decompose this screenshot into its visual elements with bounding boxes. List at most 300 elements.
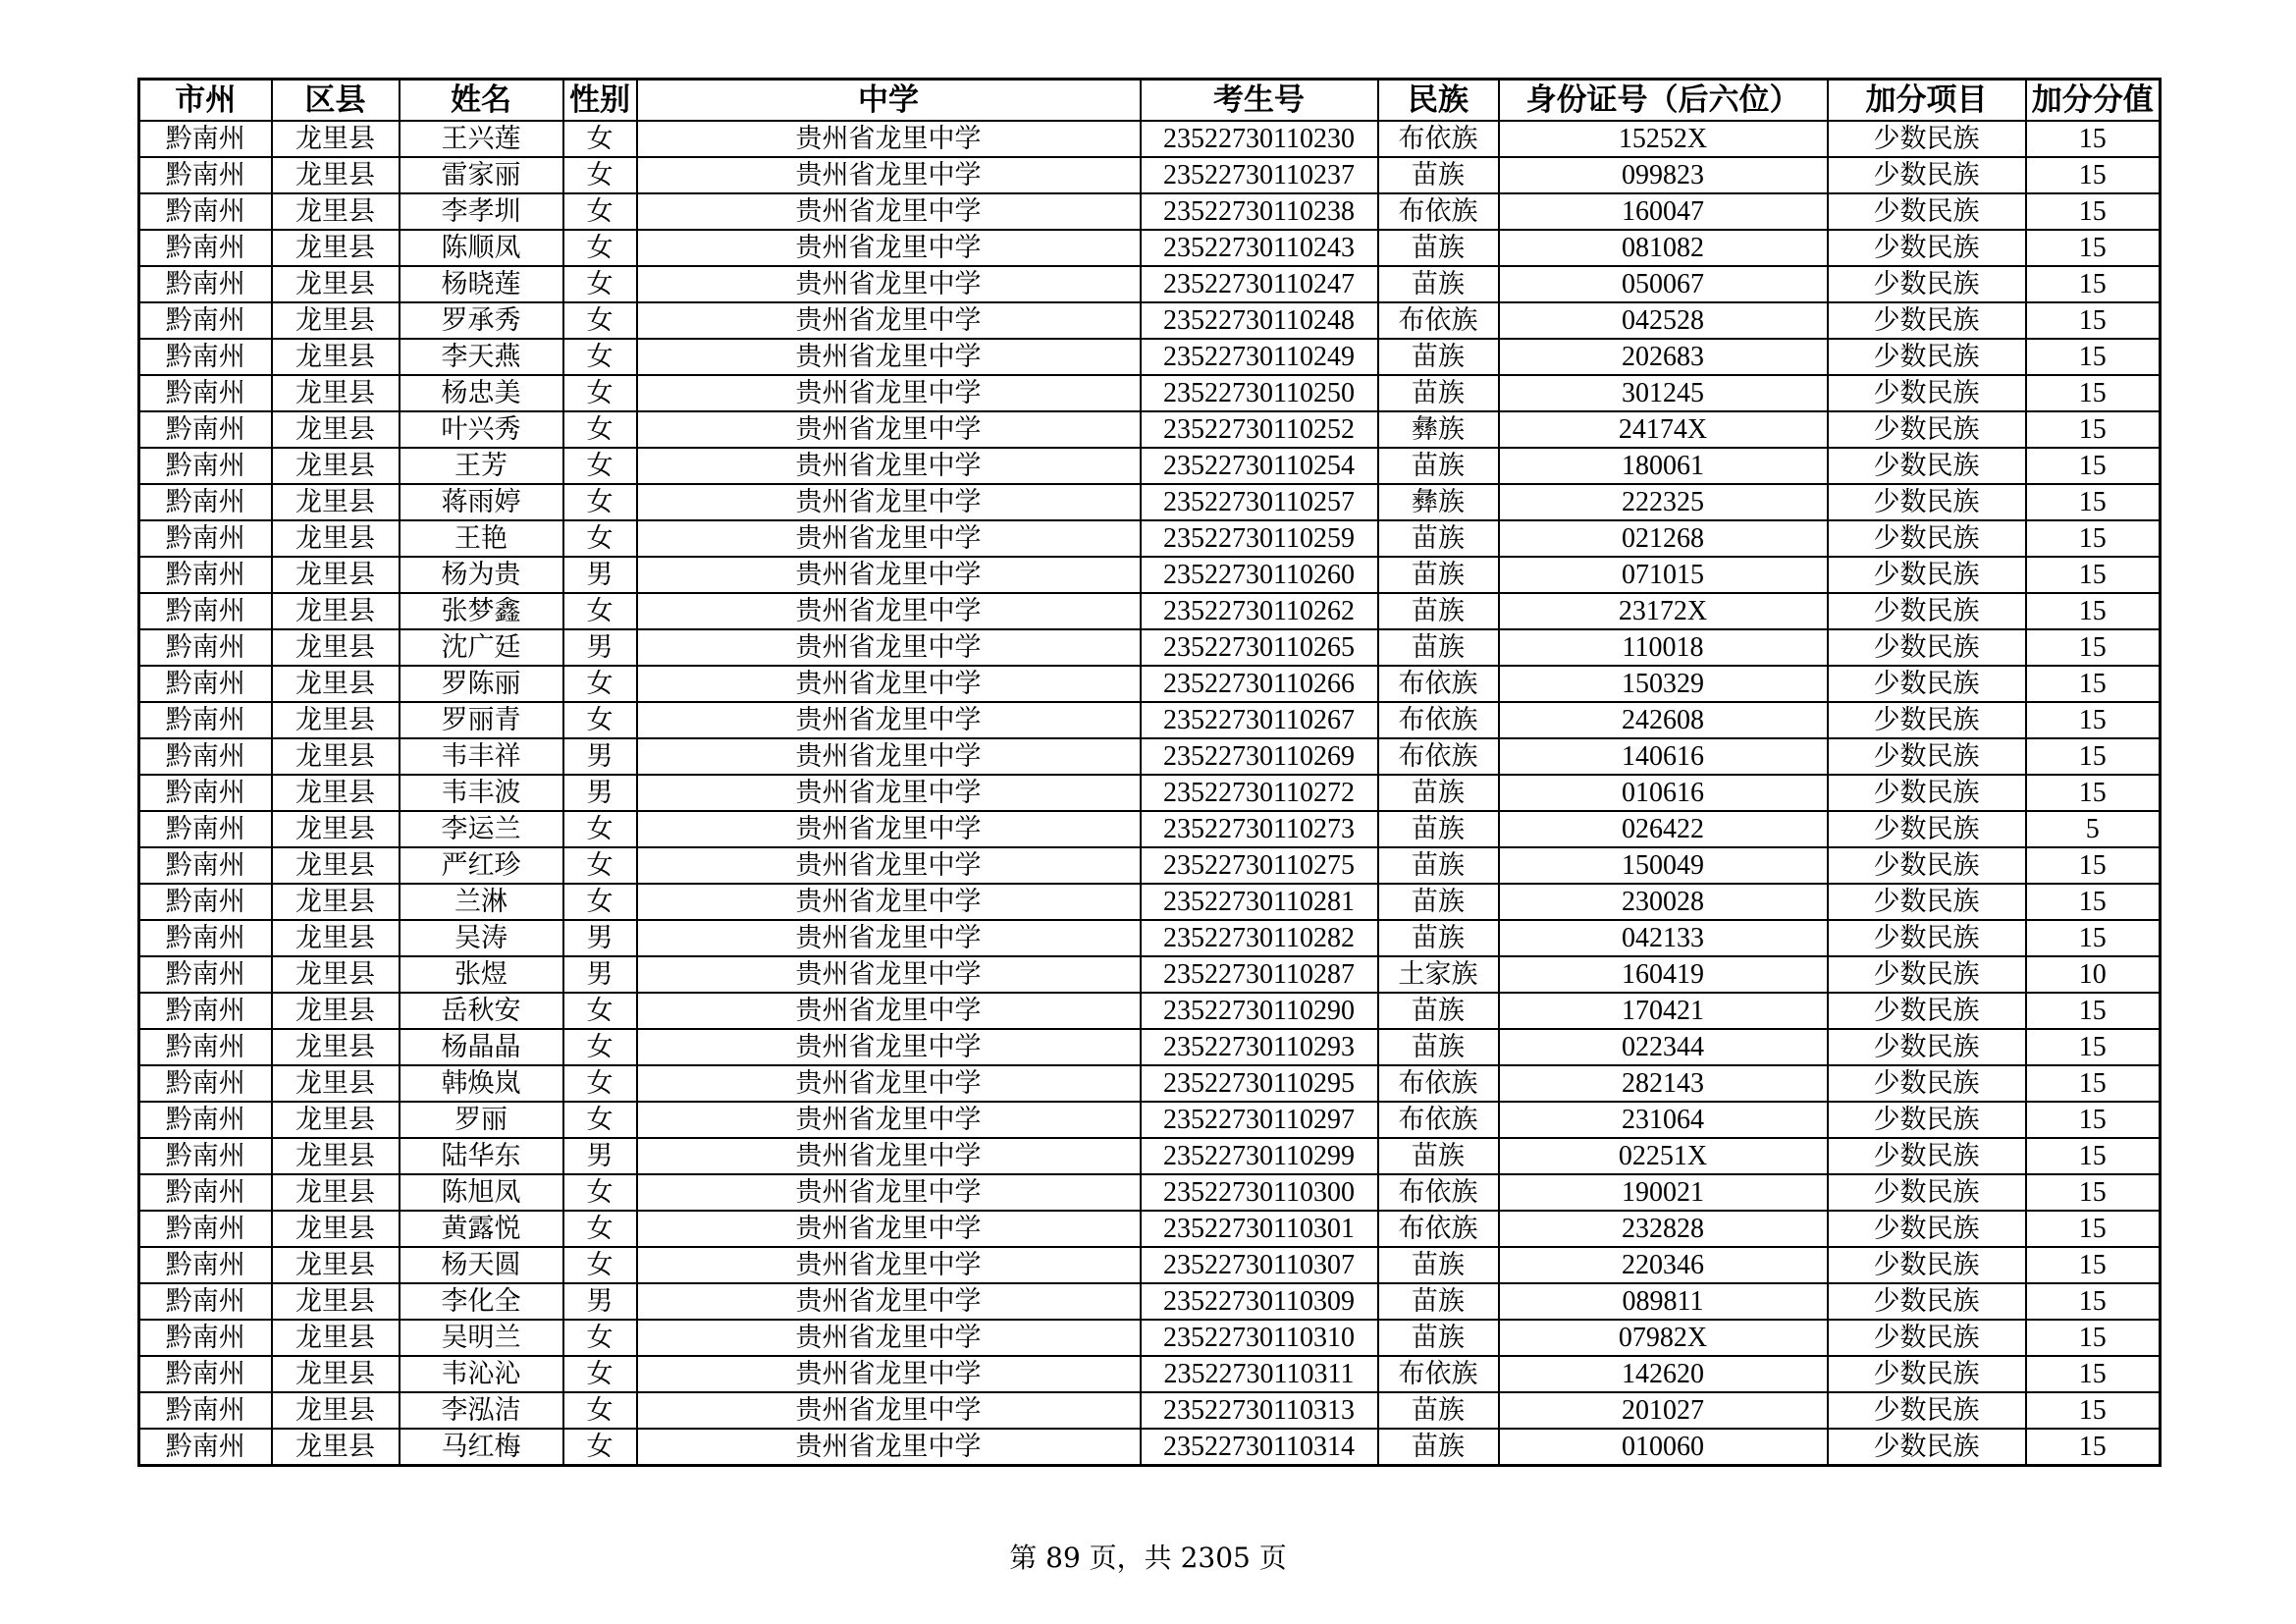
ethnicity-cell: 布依族 — [1378, 1211, 1499, 1247]
exam-number-cell: 23522730110248 — [1141, 302, 1378, 339]
exam-number-cell: 23522730110260 — [1141, 557, 1378, 593]
exam-number-cell: 23522730110259 — [1141, 520, 1378, 557]
county-cell: 龙里县 — [272, 157, 400, 193]
exam-number-cell: 23522730110301 — [1141, 1211, 1378, 1247]
city-cell: 黔南州 — [139, 157, 272, 193]
id-suffix-cell: 232828 — [1499, 1211, 1828, 1247]
name-cell: 罗丽 — [400, 1102, 563, 1138]
gender-cell: 女 — [563, 1356, 637, 1392]
bonus-item-cell: 少数民族 — [1828, 1320, 2026, 1356]
id-suffix-cell: 021268 — [1499, 520, 1828, 557]
county-cell: 龙里县 — [272, 847, 400, 884]
bonus-points-cell: 15 — [2026, 484, 2161, 520]
city-cell: 黔南州 — [139, 1174, 272, 1211]
school-cell: 贵州省龙里中学 — [637, 920, 1141, 956]
table-row — [139, 811, 2161, 847]
ethnicity-cell: 布依族 — [1378, 193, 1499, 230]
table-row — [139, 1429, 2161, 1466]
name-cell: 王兴莲 — [400, 121, 563, 157]
county-cell: 龙里县 — [272, 448, 400, 484]
ethnicity-cell: 布依族 — [1378, 738, 1499, 775]
bonus-item-cell: 少数民族 — [1828, 157, 2026, 193]
ethnicity-cell: 苗族 — [1378, 1429, 1499, 1466]
bonus-item-cell: 少数民族 — [1828, 775, 2026, 811]
gender-cell: 女 — [563, 1429, 637, 1466]
column-header-exam-number: 考生号 — [1141, 80, 1378, 122]
exam-number-cell: 23522730110269 — [1141, 738, 1378, 775]
id-suffix-cell: 02251X — [1499, 1138, 1828, 1174]
county-cell: 龙里县 — [272, 1029, 400, 1065]
table-row — [139, 1065, 2161, 1102]
school-cell: 贵州省龙里中学 — [637, 629, 1141, 666]
city-cell: 黔南州 — [139, 1320, 272, 1356]
ethnicity-cell: 苗族 — [1378, 520, 1499, 557]
column-header-name: 姓名 — [400, 80, 563, 122]
city-cell: 黔南州 — [139, 411, 272, 448]
bonus-item-cell: 少数民族 — [1828, 847, 2026, 884]
id-suffix-cell: 042133 — [1499, 920, 1828, 956]
city-cell: 黔南州 — [139, 1211, 272, 1247]
table-row — [139, 121, 2161, 157]
city-cell: 黔南州 — [139, 230, 272, 266]
ethnicity-cell: 苗族 — [1378, 1138, 1499, 1174]
city-cell: 黔南州 — [139, 375, 272, 411]
ethnicity-cell: 苗族 — [1378, 775, 1499, 811]
column-header-school: 中学 — [637, 80, 1141, 122]
id-suffix-cell: 150329 — [1499, 666, 1828, 702]
name-cell: 王艳 — [400, 520, 563, 557]
bonus-item-cell: 少数民族 — [1828, 629, 2026, 666]
ethnicity-cell: 苗族 — [1378, 1029, 1499, 1065]
table-row — [139, 1102, 2161, 1138]
gender-cell: 女 — [563, 484, 637, 520]
table-row — [139, 157, 2161, 193]
id-suffix-cell: 242608 — [1499, 702, 1828, 738]
ethnicity-cell: 布依族 — [1378, 1102, 1499, 1138]
table-row — [139, 266, 2161, 302]
city-cell: 黔南州 — [139, 266, 272, 302]
school-cell: 贵州省龙里中学 — [637, 1283, 1141, 1320]
bonus-points-cell: 15 — [2026, 375, 2161, 411]
table-row — [139, 775, 2161, 811]
bonus-points-cell: 15 — [2026, 557, 2161, 593]
school-cell: 贵州省龙里中学 — [637, 1174, 1141, 1211]
gender-cell: 女 — [563, 1320, 637, 1356]
table-row — [139, 1247, 2161, 1283]
city-cell: 黔南州 — [139, 1102, 272, 1138]
gender-cell: 男 — [563, 775, 637, 811]
table-row — [139, 448, 2161, 484]
name-cell: 陈顺凤 — [400, 230, 563, 266]
exam-number-cell: 23522730110237 — [1141, 157, 1378, 193]
bonus-item-cell: 少数民族 — [1828, 557, 2026, 593]
county-cell: 龙里县 — [272, 1283, 400, 1320]
bonus-item-cell: 少数民族 — [1828, 448, 2026, 484]
id-suffix-cell: 022344 — [1499, 1029, 1828, 1065]
exam-number-cell: 23522730110307 — [1141, 1247, 1378, 1283]
gender-cell: 女 — [563, 411, 637, 448]
exam-number-cell: 23522730110267 — [1141, 702, 1378, 738]
city-cell: 黔南州 — [139, 738, 272, 775]
bonus-item-cell: 少数民族 — [1828, 193, 2026, 230]
school-cell: 贵州省龙里中学 — [637, 266, 1141, 302]
column-header-bonus-item: 加分项目 — [1828, 80, 2026, 122]
table-row — [139, 375, 2161, 411]
ethnicity-cell: 苗族 — [1378, 1320, 1499, 1356]
gender-cell: 女 — [563, 157, 637, 193]
bonus-item-cell: 少数民族 — [1828, 993, 2026, 1029]
school-cell: 贵州省龙里中学 — [637, 811, 1141, 847]
name-cell: 杨忠美 — [400, 375, 563, 411]
county-cell: 龙里县 — [272, 956, 400, 993]
name-cell: 严红珍 — [400, 847, 563, 884]
name-cell: 雷家丽 — [400, 157, 563, 193]
gender-cell: 女 — [563, 302, 637, 339]
gender-cell: 男 — [563, 738, 637, 775]
exam-number-cell: 23522730110314 — [1141, 1429, 1378, 1466]
table-row — [139, 847, 2161, 884]
table-row — [139, 557, 2161, 593]
bonus-item-cell: 少数民族 — [1828, 1211, 2026, 1247]
school-cell: 贵州省龙里中学 — [637, 411, 1141, 448]
bonus-item-cell: 少数民族 — [1828, 302, 2026, 339]
bonus-item-cell: 少数民族 — [1828, 593, 2026, 629]
bonus-item-cell: 少数民族 — [1828, 1247, 2026, 1283]
column-header-bonus-points: 加分分值 — [2026, 80, 2161, 122]
ethnicity-cell: 苗族 — [1378, 884, 1499, 920]
bonus-points-cell: 15 — [2026, 593, 2161, 629]
id-suffix-cell: 150049 — [1499, 847, 1828, 884]
bonus-points-cell: 15 — [2026, 230, 2161, 266]
bonus-item-cell: 少数民族 — [1828, 1429, 2026, 1466]
city-cell: 黔南州 — [139, 956, 272, 993]
bonus-item-cell: 少数民族 — [1828, 1283, 2026, 1320]
id-suffix-cell: 026422 — [1499, 811, 1828, 847]
name-cell: 张煜 — [400, 956, 563, 993]
bonus-points-cell: 15 — [2026, 666, 2161, 702]
exam-number-cell: 23522730110249 — [1141, 339, 1378, 375]
name-cell: 蒋雨婷 — [400, 484, 563, 520]
name-cell: 李孝圳 — [400, 193, 563, 230]
school-cell: 贵州省龙里中学 — [637, 302, 1141, 339]
id-suffix-cell: 071015 — [1499, 557, 1828, 593]
gender-cell: 女 — [563, 339, 637, 375]
county-cell: 龙里县 — [272, 666, 400, 702]
id-suffix-cell: 230028 — [1499, 884, 1828, 920]
county-cell: 龙里县 — [272, 1065, 400, 1102]
table-row — [139, 339, 2161, 375]
city-cell: 黔南州 — [139, 1029, 272, 1065]
id-suffix-cell: 07982X — [1499, 1320, 1828, 1356]
city-cell: 黔南州 — [139, 593, 272, 629]
id-suffix-cell: 140616 — [1499, 738, 1828, 775]
bonus-points-cell: 15 — [2026, 920, 2161, 956]
city-cell: 黔南州 — [139, 811, 272, 847]
name-cell: 罗丽青 — [400, 702, 563, 738]
id-suffix-cell: 201027 — [1499, 1392, 1828, 1429]
id-suffix-cell: 220346 — [1499, 1247, 1828, 1283]
county-cell: 龙里县 — [272, 920, 400, 956]
ethnicity-cell: 苗族 — [1378, 993, 1499, 1029]
bonus-item-cell: 少数民族 — [1828, 121, 2026, 157]
gender-cell: 女 — [563, 1211, 637, 1247]
county-cell: 龙里县 — [272, 629, 400, 666]
name-cell: 陈旭凤 — [400, 1174, 563, 1211]
bonus-item-cell: 少数民族 — [1828, 266, 2026, 302]
id-suffix-cell: 142620 — [1499, 1356, 1828, 1392]
school-cell: 贵州省龙里中学 — [637, 121, 1141, 157]
table-row — [139, 993, 2161, 1029]
county-cell: 龙里县 — [272, 339, 400, 375]
exam-number-cell: 23522730110257 — [1141, 484, 1378, 520]
name-cell: 韦丰祥 — [400, 738, 563, 775]
city-cell: 黔南州 — [139, 847, 272, 884]
bonus-points-cell: 15 — [2026, 448, 2161, 484]
name-cell: 李泓洁 — [400, 1392, 563, 1429]
ethnicity-cell: 苗族 — [1378, 920, 1499, 956]
bonus-points-cell: 15 — [2026, 1065, 2161, 1102]
bonus-points-cell: 15 — [2026, 1211, 2161, 1247]
city-cell: 黔南州 — [139, 1356, 272, 1392]
name-cell: 韦丰波 — [400, 775, 563, 811]
id-suffix-cell: 170421 — [1499, 993, 1828, 1029]
ethnicity-cell: 苗族 — [1378, 557, 1499, 593]
id-suffix-cell: 202683 — [1499, 339, 1828, 375]
id-suffix-cell: 24174X — [1499, 411, 1828, 448]
bonus-points-cell: 15 — [2026, 1174, 2161, 1211]
bonus-points-cell: 15 — [2026, 1029, 2161, 1065]
table-row — [139, 1320, 2161, 1356]
exam-number-cell: 23522730110266 — [1141, 666, 1378, 702]
city-cell: 黔南州 — [139, 339, 272, 375]
id-suffix-cell: 110018 — [1499, 629, 1828, 666]
exam-number-cell: 23522730110275 — [1141, 847, 1378, 884]
id-suffix-cell: 231064 — [1499, 1102, 1828, 1138]
name-cell: 沈广廷 — [400, 629, 563, 666]
bonus-points-cell: 15 — [2026, 339, 2161, 375]
ethnicity-cell: 苗族 — [1378, 230, 1499, 266]
page-number: 第 89 页，共 2305 页 — [1009, 1542, 1287, 1574]
id-suffix-cell: 010616 — [1499, 775, 1828, 811]
school-cell: 贵州省龙里中学 — [637, 775, 1141, 811]
gender-cell: 女 — [563, 1247, 637, 1283]
name-cell: 杨晓莲 — [400, 266, 563, 302]
exam-number-cell: 23522730110281 — [1141, 884, 1378, 920]
bonus-points-table — [137, 78, 2162, 1467]
ethnicity-cell: 苗族 — [1378, 811, 1499, 847]
bonus-points-cell: 15 — [2026, 1320, 2161, 1356]
table-row — [139, 956, 2161, 993]
bonus-points-cell: 15 — [2026, 629, 2161, 666]
name-cell: 陆华东 — [400, 1138, 563, 1174]
id-suffix-cell: 099823 — [1499, 157, 1828, 193]
bonus-points-cell: 15 — [2026, 702, 2161, 738]
id-suffix-cell: 180061 — [1499, 448, 1828, 484]
county-cell: 龙里县 — [272, 702, 400, 738]
city-cell: 黔南州 — [139, 993, 272, 1029]
bonus-points-cell: 15 — [2026, 1429, 2161, 1466]
bonus-points-cell: 15 — [2026, 1356, 2161, 1392]
school-cell: 贵州省龙里中学 — [637, 593, 1141, 629]
exam-number-cell: 23522730110238 — [1141, 193, 1378, 230]
column-header-city: 市州 — [139, 80, 272, 122]
gender-cell: 女 — [563, 266, 637, 302]
exam-number-cell: 23522730110247 — [1141, 266, 1378, 302]
ethnicity-cell: 彝族 — [1378, 411, 1499, 448]
school-cell: 贵州省龙里中学 — [637, 1392, 1141, 1429]
county-cell: 龙里县 — [272, 411, 400, 448]
table-row — [139, 1392, 2161, 1429]
gender-cell: 女 — [563, 702, 637, 738]
id-suffix-cell: 089811 — [1499, 1283, 1828, 1320]
gender-cell: 女 — [563, 1174, 637, 1211]
roster-sheet — [137, 78, 2159, 1467]
column-header-county: 区县 — [272, 80, 400, 122]
city-cell: 黔南州 — [139, 1247, 272, 1283]
exam-number-cell: 23522730110309 — [1141, 1283, 1378, 1320]
id-suffix-cell: 190021 — [1499, 1174, 1828, 1211]
bonus-item-cell: 少数民族 — [1828, 411, 2026, 448]
id-suffix-cell: 160047 — [1499, 193, 1828, 230]
city-cell: 黔南州 — [139, 1429, 272, 1466]
city-cell: 黔南州 — [139, 484, 272, 520]
city-cell: 黔南州 — [139, 448, 272, 484]
school-cell: 贵州省龙里中学 — [637, 484, 1141, 520]
bonus-points-cell: 15 — [2026, 157, 2161, 193]
name-cell: 韩焕岚 — [400, 1065, 563, 1102]
ethnicity-cell: 苗族 — [1378, 448, 1499, 484]
city-cell: 黔南州 — [139, 775, 272, 811]
table-row — [139, 1029, 2161, 1065]
gender-cell: 男 — [563, 956, 637, 993]
name-cell: 韦沁沁 — [400, 1356, 563, 1392]
bonus-points-cell: 15 — [2026, 193, 2161, 230]
school-cell: 贵州省龙里中学 — [637, 956, 1141, 993]
name-cell: 李化全 — [400, 1283, 563, 1320]
county-cell: 龙里县 — [272, 1138, 400, 1174]
gender-cell: 女 — [563, 993, 637, 1029]
table-header — [139, 80, 2161, 122]
gender-cell: 男 — [563, 557, 637, 593]
name-cell: 岳秋安 — [400, 993, 563, 1029]
table-row — [139, 1138, 2161, 1174]
ethnicity-cell: 布依族 — [1378, 1356, 1499, 1392]
city-cell: 黔南州 — [139, 1283, 272, 1320]
gender-cell: 女 — [563, 230, 637, 266]
exam-number-cell: 23522730110272 — [1141, 775, 1378, 811]
bonus-item-cell: 少数民族 — [1828, 702, 2026, 738]
table-row — [139, 193, 2161, 230]
gender-cell: 女 — [563, 1392, 637, 1429]
county-cell: 龙里县 — [272, 593, 400, 629]
school-cell: 贵州省龙里中学 — [637, 702, 1141, 738]
city-cell: 黔南州 — [139, 1065, 272, 1102]
city-cell: 黔南州 — [139, 1392, 272, 1429]
exam-number-cell: 23522730110313 — [1141, 1392, 1378, 1429]
exam-number-cell: 23522730110299 — [1141, 1138, 1378, 1174]
ethnicity-cell: 苗族 — [1378, 629, 1499, 666]
id-suffix-cell: 042528 — [1499, 302, 1828, 339]
ethnicity-cell: 苗族 — [1378, 1392, 1499, 1429]
exam-number-cell: 23522730110295 — [1141, 1065, 1378, 1102]
bonus-points-cell: 15 — [2026, 302, 2161, 339]
name-cell: 兰淋 — [400, 884, 563, 920]
column-header-gender: 性别 — [563, 80, 637, 122]
table-row — [139, 1356, 2161, 1392]
school-cell: 贵州省龙里中学 — [637, 557, 1141, 593]
city-cell: 黔南州 — [139, 884, 272, 920]
school-cell: 贵州省龙里中学 — [637, 993, 1141, 1029]
county-cell: 龙里县 — [272, 1102, 400, 1138]
bonus-points-cell: 15 — [2026, 1247, 2161, 1283]
gender-cell: 女 — [563, 811, 637, 847]
county-cell: 龙里县 — [272, 1356, 400, 1392]
bonus-item-cell: 少数民族 — [1828, 230, 2026, 266]
name-cell: 张梦鑫 — [400, 593, 563, 629]
name-cell: 杨晶晶 — [400, 1029, 563, 1065]
bonus-points-cell: 15 — [2026, 738, 2161, 775]
name-cell: 杨天圆 — [400, 1247, 563, 1283]
ethnicity-cell: 布依族 — [1378, 702, 1499, 738]
bonus-points-cell: 15 — [2026, 1283, 2161, 1320]
school-cell: 贵州省龙里中学 — [637, 448, 1141, 484]
exam-number-cell: 23522730110252 — [1141, 411, 1378, 448]
exam-number-cell: 23522730110282 — [1141, 920, 1378, 956]
bonus-points-cell: 15 — [2026, 993, 2161, 1029]
school-cell: 贵州省龙里中学 — [637, 884, 1141, 920]
exam-number-cell: 23522730110311 — [1141, 1356, 1378, 1392]
table-row — [139, 411, 2161, 448]
table-row — [139, 230, 2161, 266]
school-cell: 贵州省龙里中学 — [637, 193, 1141, 230]
county-cell: 龙里县 — [272, 993, 400, 1029]
table-row — [139, 1211, 2161, 1247]
bonus-item-cell: 少数民族 — [1828, 1102, 2026, 1138]
bonus-item-cell: 少数民族 — [1828, 1174, 2026, 1211]
bonus-item-cell: 少数民族 — [1828, 956, 2026, 993]
exam-number-cell: 23522730110290 — [1141, 993, 1378, 1029]
bonus-points-cell: 15 — [2026, 1138, 2161, 1174]
name-cell: 吴涛 — [400, 920, 563, 956]
school-cell: 贵州省龙里中学 — [637, 1429, 1141, 1466]
gender-cell: 女 — [563, 448, 637, 484]
table-body — [139, 121, 2161, 1466]
gender-cell: 女 — [563, 666, 637, 702]
name-cell: 杨为贵 — [400, 557, 563, 593]
id-suffix-cell: 081082 — [1499, 230, 1828, 266]
school-cell: 贵州省龙里中学 — [637, 230, 1141, 266]
city-cell: 黔南州 — [139, 920, 272, 956]
school-cell: 贵州省龙里中学 — [637, 1320, 1141, 1356]
bonus-points-cell: 15 — [2026, 520, 2161, 557]
county-cell: 龙里县 — [272, 775, 400, 811]
city-cell: 黔南州 — [139, 121, 272, 157]
id-suffix-cell: 301245 — [1499, 375, 1828, 411]
gender-cell: 男 — [563, 920, 637, 956]
ethnicity-cell: 土家族 — [1378, 956, 1499, 993]
bonus-item-cell: 少数民族 — [1828, 738, 2026, 775]
table-row — [139, 593, 2161, 629]
column-header-ethnicity: 民族 — [1378, 80, 1499, 122]
id-suffix-cell: 15252X — [1499, 121, 1828, 157]
ethnicity-cell: 布依族 — [1378, 1065, 1499, 1102]
county-cell: 龙里县 — [272, 1429, 400, 1466]
county-cell: 龙里县 — [272, 1247, 400, 1283]
name-cell: 李天燕 — [400, 339, 563, 375]
bonus-points-cell: 15 — [2026, 266, 2161, 302]
school-cell: 贵州省龙里中学 — [637, 375, 1141, 411]
id-suffix-cell: 010060 — [1499, 1429, 1828, 1466]
